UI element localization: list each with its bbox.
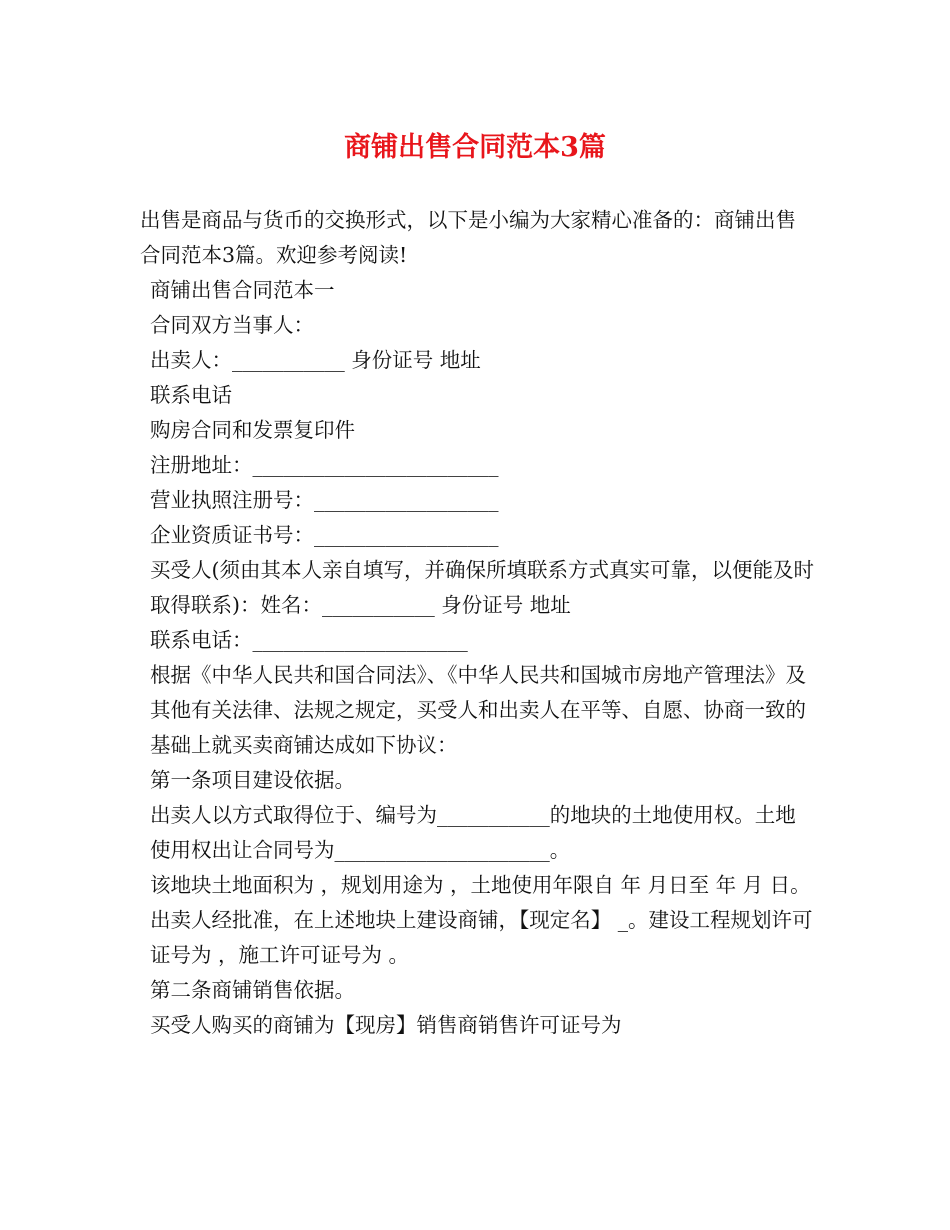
paragraph: 营业执照注册号：__________________ [150,488,499,512]
paragraph: 该地块土地面积为 ，规划用途为 ，土地使用年限自 年 月日至 年 月 日。 [150,873,811,897]
paragraph: 企业资质证书号：__________________ [150,523,499,547]
document-body [140,203,816,1043]
paragraph: 第二条商铺销售依据。 [150,978,355,1002]
paragraph: 买受人(须由其本人亲自填写，并确保所填联系方式真实可靠，以便能及时取得联系)：姓名：___________ 身份证号 地址 [150,558,814,617]
paragraph: 购房合同和发票复印件 [150,418,355,442]
paragraph: 出卖人：___________ 身份证号 地址 [150,348,481,372]
paragraph: 出卖人经批准，在上述地块上建设商铺，【现定名】 _。建设工程规划许可证号为 ，施工许可证号为 。 [150,908,813,967]
paragraph: 联系电话：_____________________ [150,628,468,652]
paragraph: 第一条项目建设依据。 [150,768,355,792]
paragraph: 合同双方当事人： [150,313,314,337]
paragraph: 根据《中华人民共和国合同法》、《中华人民共和国城市房地产管理法》及其他有关法律、法规之规定，买受人和出卖人在平等、自愿、协商一致的基础上就买卖商铺达成如下协议： [150,663,806,757]
paragraph: 注册地址：________________________ [150,453,499,477]
document-title: 商铺出售合同范本3篇 [344,132,606,163]
paragraph: 出售是商品与货币的交换形式，以下是小编为大家精心准备的：商铺出售合同范本3篇。欢迎参考阅读! [140,208,796,267]
paragraph: 出卖人以方式取得位于、编号为___________的地块的土地使用权。土地使用权出让合同号为_____________________。 [150,803,796,862]
paragraph: 买受人购买的商铺为【现房】销售商销售许可证号为 [150,1013,622,1037]
paragraph: 联系电话 [150,383,232,407]
paragraph: 商铺出售合同范本一 [150,278,335,302]
